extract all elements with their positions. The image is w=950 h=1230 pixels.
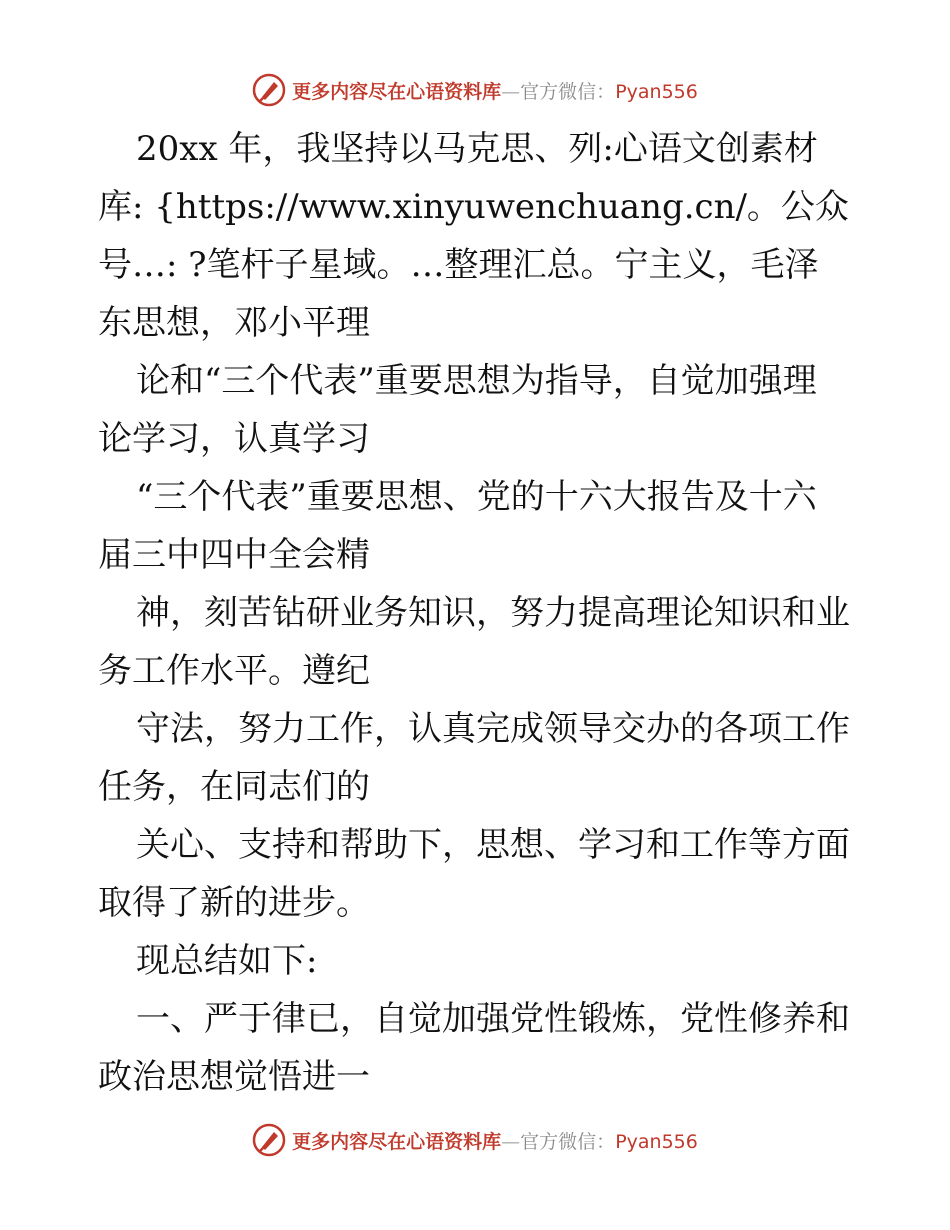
body-line: 关心、支持和帮助下，思想、学习和工作等方面 (136, 825, 850, 865)
pen-nib-logo-icon (252, 1123, 286, 1157)
body-line: “三个代表”重要思想、党的十六大报告及十六 (136, 477, 817, 517)
body-line: 任务，在同志们的 (98, 767, 370, 807)
footer-wechat-label: 官方微信： (520, 1130, 616, 1153)
footer-banner-text (292, 1127, 698, 1154)
body-line: 号…: ?笔杆子星域。…整理汇总。宁主义，毛泽 (98, 245, 819, 285)
body-line: 取得了新的进步。 (98, 883, 370, 923)
header-banner-text (292, 77, 698, 104)
body-line: 论和“三个代表”重要思想为指导，自觉加强理 (136, 361, 817, 401)
body-line: 务工作水平。遵纪 (98, 651, 370, 691)
header-banner (0, 70, 950, 110)
footer-banner (0, 1120, 950, 1160)
header-wechat-id: Pyan556 (615, 80, 698, 103)
document-body (98, 120, 858, 1106)
body-line: 20xx 年，我坚持以马克思、列:心语文创素材 (136, 129, 818, 169)
body-line: 一、严于律已，自觉加强党性锻炼，党性修养和 (136, 999, 850, 1039)
footer-dash: — (501, 1130, 521, 1153)
body-line: 届三中四中全会精 (98, 535, 370, 575)
header-dash: — (501, 80, 521, 103)
footer-wechat-id: Pyan556 (615, 1130, 698, 1153)
body-line: 现总结如下: (136, 941, 318, 981)
body-line: 神，刻苦钻研业务知识，努力提高理论知识和业 (136, 593, 850, 633)
header-wechat-label: 官方微信： (520, 80, 616, 103)
body-line: 论学习，认真学习 (98, 419, 370, 459)
body-line: 政治思想觉悟进一 (98, 1057, 370, 1097)
body-line: 东思想，邓小平理 (98, 303, 370, 343)
footer-site-text: 更多内容尽在心语资料库 (292, 1130, 502, 1153)
body-line: 守法，努力工作，认真完成领导交办的各项工作 (136, 709, 850, 749)
pen-nib-logo-icon (252, 73, 286, 107)
header-site-text: 更多内容尽在心语资料库 (292, 80, 502, 103)
body-line: 库: {https://www.xinyuwenchuang.cn/。公众 (98, 187, 849, 227)
